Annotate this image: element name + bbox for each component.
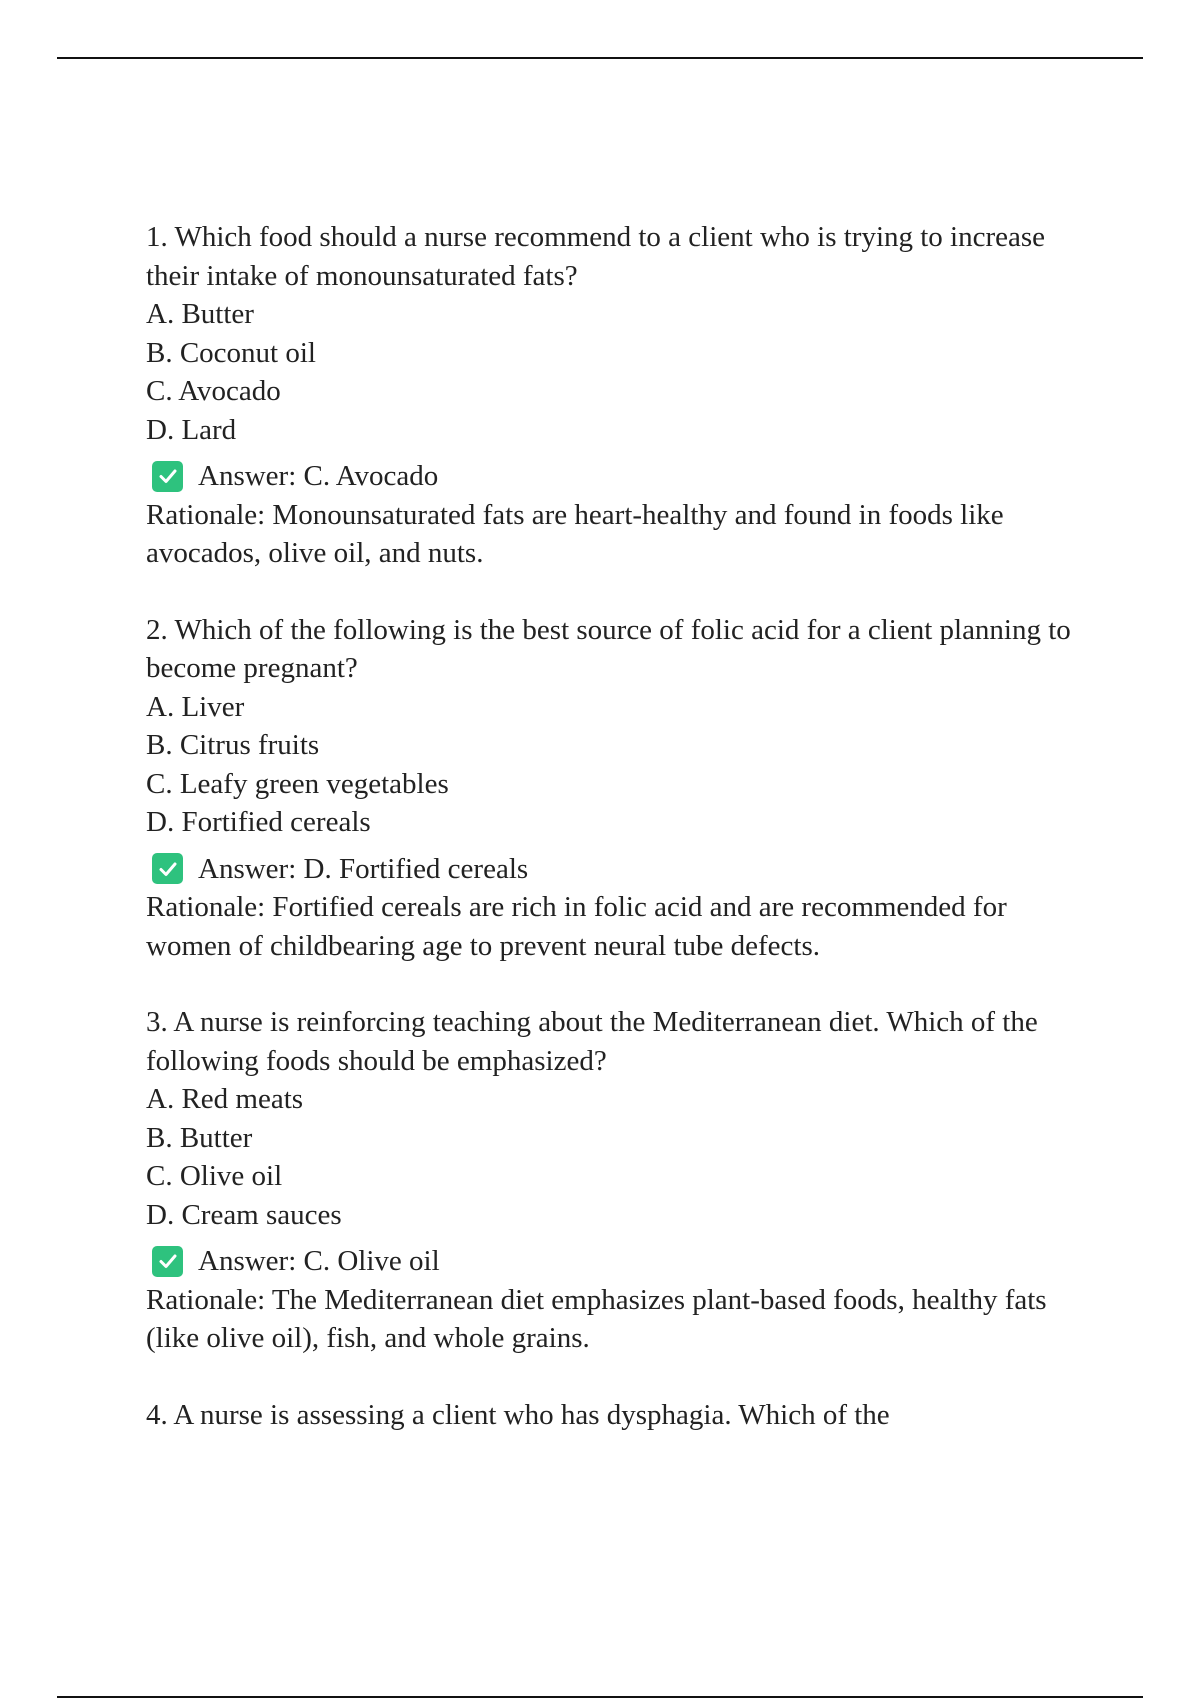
options-list: [146, 688, 1086, 842]
option-b: B. Citrus fruits: [146, 729, 320, 761]
check-box-icon: [152, 853, 183, 884]
question-2: [146, 611, 1086, 966]
bottom-rule: [57, 1696, 1143, 1698]
quiz-content: [146, 218, 1086, 1472]
answer-line: [146, 1242, 1086, 1281]
option-a: A. Red meats: [146, 1083, 304, 1115]
option-c: C. Avocado: [146, 375, 281, 407]
rationale-text: Rationale: Fortified cereals are rich in folic acid and are recommended for women of childbearing age to prevent neural tube defects.: [146, 891, 1007, 962]
question-4: [146, 1396, 1086, 1435]
check-box-icon: [152, 461, 183, 492]
check-box-icon: [152, 1246, 183, 1277]
question-text: 3. A nurse is reinforcing teaching about the Mediterranean diet. Which of the following foods should be emphasized?: [146, 1006, 1038, 1077]
option-d: D. Cream sauces: [146, 1198, 342, 1231]
question-3: [146, 1003, 1086, 1358]
question-text: 4. A nurse is assessing a client who has dysphagia. Which of the: [146, 1398, 890, 1431]
answer-text: Answer: C. Avocado: [198, 460, 439, 492]
option-a: A. Butter: [146, 298, 254, 330]
options-list: [146, 295, 1086, 449]
question-text: 2. Which of the following is the best source of folic acid for a client planning to become pregnant?: [146, 613, 1071, 684]
option-d: D. Lard: [146, 413, 237, 446]
option-b: B. Coconut oil: [146, 336, 316, 369]
rationale-text: Rationale: Monounsaturated fats are heart-healthy and found in foods like avocados, olive oil, and nuts.: [146, 498, 1004, 569]
answer-line: [146, 457, 1086, 496]
option-d: D. Fortified cereals: [146, 806, 371, 838]
option-b: B. Butter: [146, 1121, 253, 1154]
answer-text: Answer: C. Olive oil: [198, 1245, 440, 1277]
options-list: [146, 1080, 1086, 1234]
answer-text: Answer: D. Fortified cereals: [198, 852, 529, 885]
option-c: C. Leafy green vegetables: [146, 767, 449, 800]
rationale-text: Rationale: The Mediterranean diet emphasizes plant-based foods, healthy fats (like olive oil), fish, and whole grains.: [146, 1283, 1047, 1354]
option-c: C. Olive oil: [146, 1160, 283, 1192]
option-a: A. Liver: [146, 690, 245, 723]
question-text: 1. Which food should a nurse recommend to a client who is trying to increase their intake of monounsaturated fats?: [146, 221, 1046, 292]
question-1: [146, 218, 1086, 573]
top-rule: [57, 57, 1143, 59]
answer-line: [146, 850, 1086, 889]
